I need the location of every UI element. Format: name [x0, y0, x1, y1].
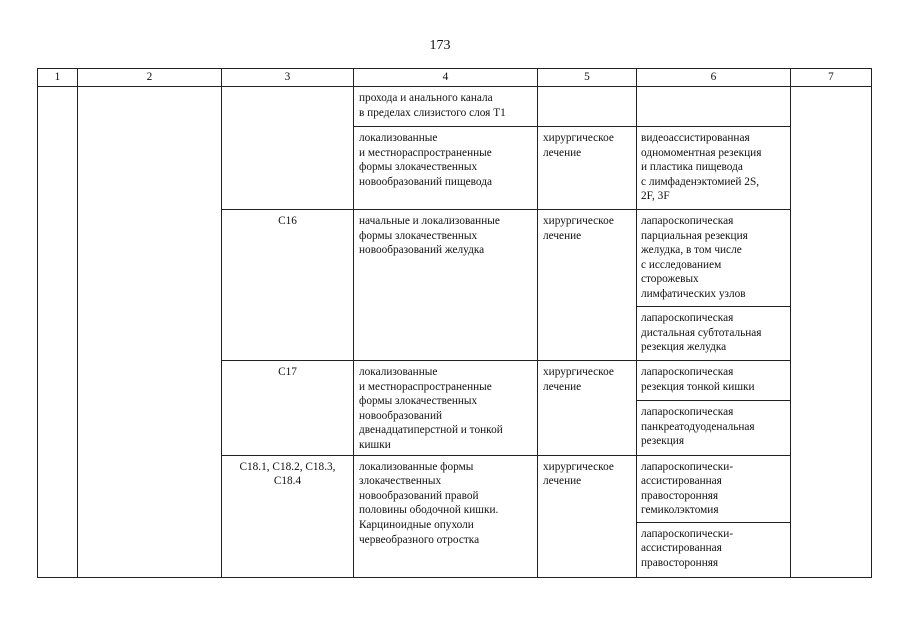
- treatment-cell: хирургическое лечение: [538, 361, 637, 456]
- header-row: [38, 69, 872, 87]
- page-number: 173: [429, 38, 451, 53]
- method-cell: [637, 87, 791, 127]
- procedures-table: [37, 68, 872, 578]
- icd-code-cell: C18.1, C18.2, C18.3, C18.4: [222, 455, 354, 577]
- treatment-cell: хирургическое лечение: [538, 455, 637, 577]
- column-2-cell: [78, 87, 222, 578]
- method-cell: лапароскопическая резекция тонкой кишки: [637, 361, 791, 401]
- column-header: 1: [38, 69, 78, 87]
- icd-code-cell: [222, 87, 354, 210]
- method-cell: лапароскопически- ассистированная правосторонняя гемиколэктомия: [637, 455, 791, 522]
- icd-code-cell: C16: [222, 210, 354, 361]
- treatment-cell: хирургическое лечение: [538, 210, 637, 361]
- column-header: 5: [538, 69, 637, 87]
- column-7-cell: [791, 87, 872, 578]
- method-cell: лапароскопически- ассистированная правосторонняя: [637, 522, 791, 577]
- treatment-cell: [538, 87, 637, 127]
- column-1-cell: [38, 87, 78, 578]
- diagnosis-cell: локализованные формы злокачественных новообразований правой половины ободочной кишки. Карциноидные опухоли червеобразного отростка: [354, 455, 538, 577]
- column-header: 2: [78, 69, 222, 87]
- method-cell: видеоассистированная одномоментная резекция и пластика пищевода с лимфаденэктомией 2S, 2F, 3F: [637, 127, 791, 210]
- diagnosis-cell: локализованные и местнораспространенные формы злокачественных новообразований двенадцатиперстной и тонкой кишки: [354, 361, 538, 456]
- method-cell: лапароскопическая панкреатодуоденальная резекция: [637, 401, 791, 455]
- method-cell: лапароскопическая дистальная субтотальная резекция желудка: [637, 307, 791, 361]
- column-header: 4: [354, 69, 538, 87]
- table-row: [38, 87, 872, 127]
- icd-code-cell: C17: [222, 361, 354, 456]
- column-header: 3: [222, 69, 354, 87]
- column-header: 7: [791, 69, 872, 87]
- diagnosis-cell: начальные и локализованные формы злокачественных новообразований желудка: [354, 210, 538, 361]
- treatment-cell: хирургическое лечение: [538, 127, 637, 210]
- diagnosis-cell: локализованные и местнораспространенные формы злокачественных новообразований пищевода: [354, 127, 538, 210]
- diagnosis-cell: прохода и анального канала в пределах слизистого слоя T1: [354, 87, 538, 127]
- column-header: 6: [637, 69, 791, 87]
- method-cell: лапароскопическая парциальная резекция желудка, в том числе с исследованием сторожевых лимфатических узлов: [637, 210, 791, 307]
